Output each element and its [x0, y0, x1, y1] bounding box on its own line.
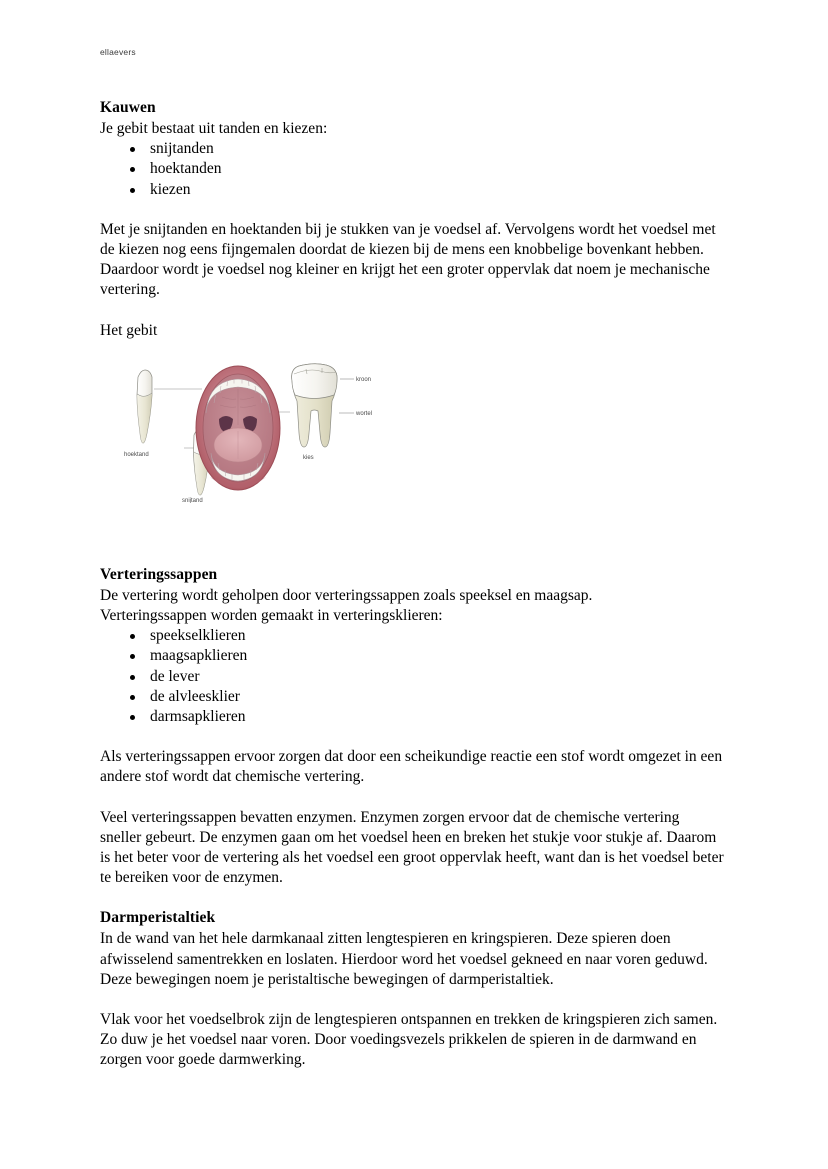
section-darmperistaltiek [100, 908, 724, 1070]
list-item: snijtanden [100, 139, 724, 159]
document-header-author: ellaevers [100, 47, 136, 57]
canine-tooth-illustration [137, 370, 152, 443]
section-title-kauwen: Kauwen [100, 99, 156, 116]
teeth-diagram-svg [114, 355, 372, 503]
document-content [100, 98, 724, 1071]
kauwen-paragraph-1: Met je snijtanden en hoektanden bij je stukken van je voedsel af. Vervolgens wordt het voedsel met de kiezen nog eens fijngemalen doordat de kiezen bij de mens een knobbelige bovenkant hebben. Daardoor wordt je voedsel nog kleiner en krijgt het een groter oppervlak dat noem je mechanische vertering. [100, 220, 716, 299]
list-item: de alvleesklier [100, 687, 724, 707]
section-title-darmperistaltiek: Darmperistaltiek [100, 909, 216, 927]
figure-label-wortel: wortel [356, 410, 372, 417]
list-item: kiezen [100, 180, 724, 200]
molar-tooth-illustration [292, 364, 337, 447]
list-item: de lever [100, 667, 724, 687]
list-item: speekselklieren [100, 626, 724, 646]
list-item: darmsapklieren [100, 707, 724, 727]
section-title-verteringssappen: Verteringssappen [100, 565, 218, 583]
verteringssappen-paragraph-2: Veel verteringssappen bevatten enzymen. Enzymen zorgen ervoor dat de chemische vertering sneller gebeurt. De enzymen gaan om het voedsel heen en breken het stukje voor stukje af. Daarom is het beter voor de vertering als het voedsel een groot oppervlak heeft, want dan is het voedsel beter te bereiken voor de enzymen. [100, 808, 724, 887]
figure-label-kroon: kroon [356, 376, 372, 383]
section-verteringssappen [100, 565, 724, 889]
list-item: maagsapklieren [100, 646, 724, 666]
darmperistaltiek-paragraph-2: Vlak voor het voedselbrok zijn de lengtespieren ontspannen en trekken de kringspieren zich samen. Zo duw je het voedsel naar voren. Door voedingsvezels prikkelen de spieren in de darmwand en zorgen voor goede darmwerking. [100, 1011, 718, 1069]
figure-caption-het-gebit: Het gebit [100, 321, 158, 339]
verteringssappen-paragraph-1: Als verteringssappen ervoor zorgen dat door een scheikundige reactie een stof wordt omgezet in een andere stof wordt dat chemische vertering. [100, 748, 723, 786]
verteringssappen-intro-line-2: Verteringssappen worden gemaakt in verteringsklieren: [100, 607, 443, 625]
kauwen-intro: Je gebit bestaat uit tanden en kiezen: [100, 120, 328, 137]
verteringssappen-bullet-list [100, 626, 724, 727]
list-item: hoektanden [100, 159, 724, 179]
section-kauwen [100, 98, 724, 503]
darmperistaltiek-paragraph-1: In de wand van het hele darmkanaal zitten lengtespieren en kringspieren. Deze spieren doen afwisselend samentrekken en loslaten. Hierdoor word het voedsel gekneed en naar voren geduwd. Deze bewegingen noem je peristaltische bewegingen of darmperistaltiek. [100, 930, 708, 988]
figure-label-kies: kies [303, 454, 314, 461]
open-mouth-illustration [196, 366, 280, 490]
figure-label-snijtand: snijtand [182, 497, 203, 503]
verteringssappen-intro-line-1: De vertering wordt geholpen door verteringssappen zoals speeksel en maagsap. [100, 586, 593, 604]
teeth-and-mouth-diagram [114, 355, 372, 503]
figure-label-hoektand: hoektand [124, 451, 149, 458]
kauwen-bullet-list [100, 139, 724, 200]
